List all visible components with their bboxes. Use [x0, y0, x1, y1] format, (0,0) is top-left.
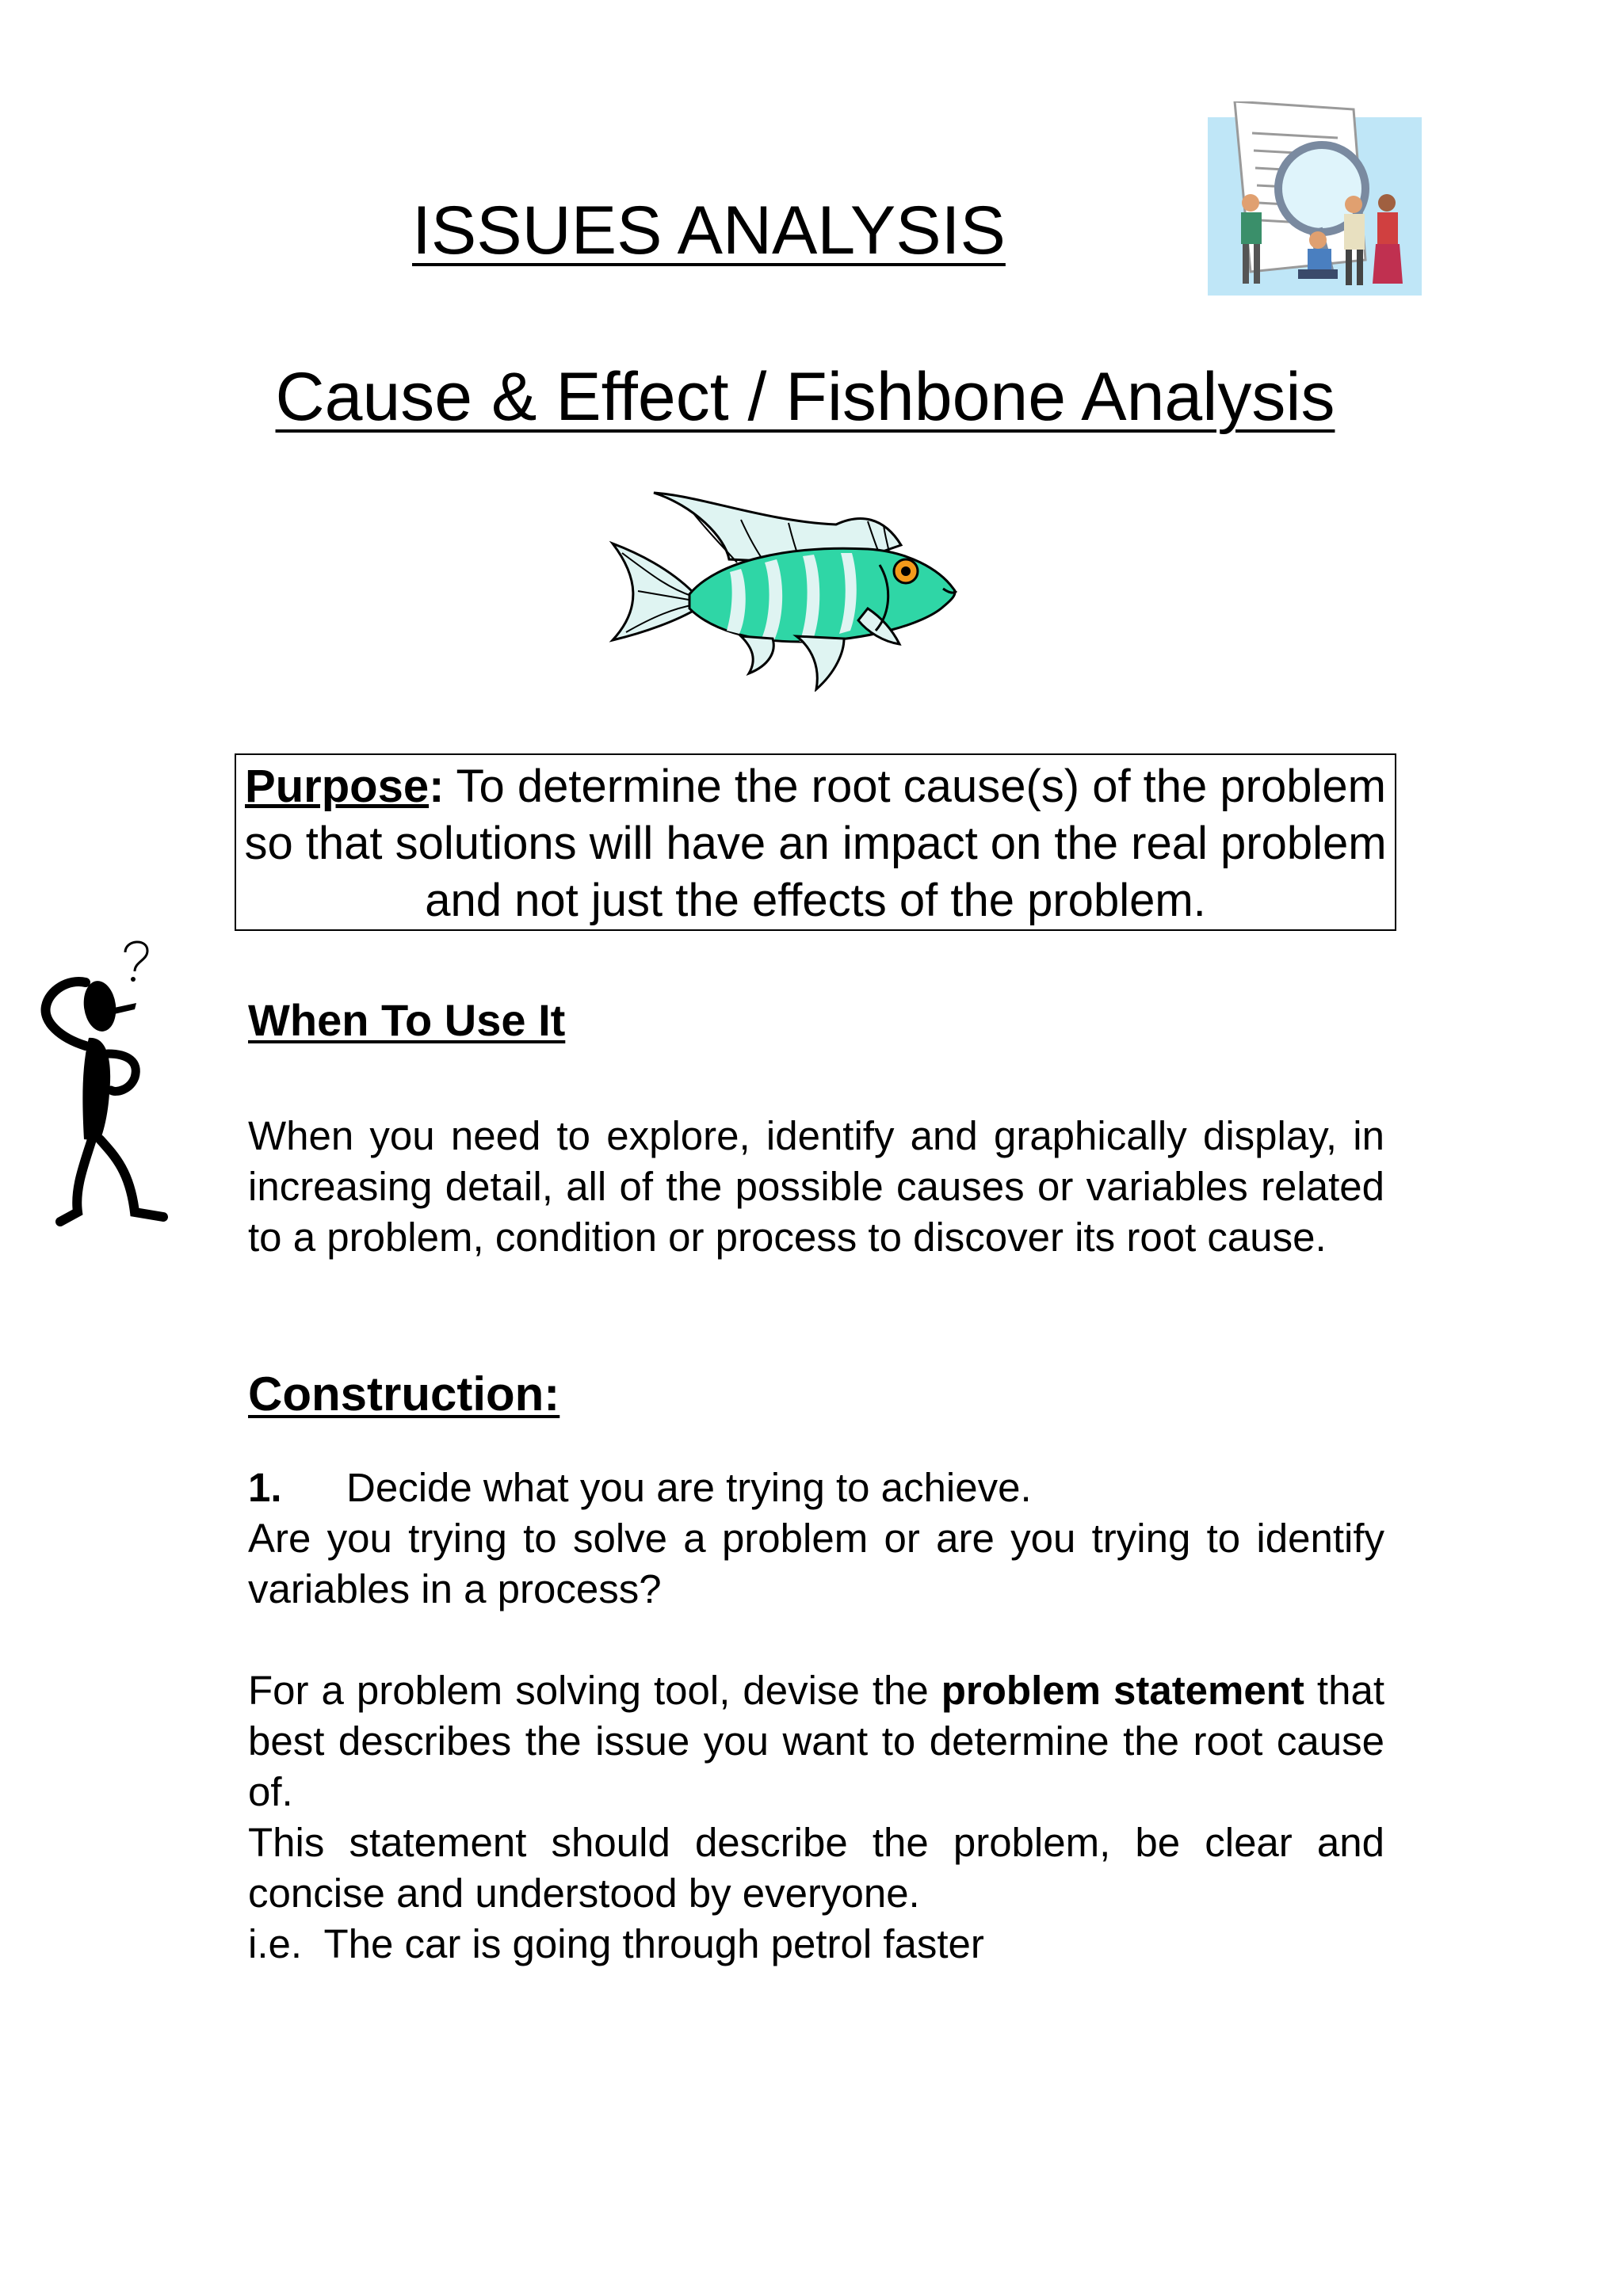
thinking-figure-icon [36, 935, 187, 1236]
step-1-detail: Are you trying to solve a problem or are you trying to identify variables in a process? [248, 1516, 1384, 1611]
purpose-box [235, 753, 1396, 931]
step-1-text: Decide what you are trying to achieve. [346, 1465, 1032, 1510]
step-1 [248, 1463, 1384, 1513]
statement-guidance: This statement should describe the problem, be clear and concise and understood by everyone. [248, 1820, 1384, 1916]
purpose-text: To determine the root cause(s) of the problem so that solutions will have an impact on the real problem and not just the effects of the problem. [244, 761, 1387, 926]
problem-statement-paragraph [248, 1665, 1384, 1817]
when-to-use-body: When you need to explore, identify and graphically display, in increasing detail, all of the possible causes or variables related to a problem, condition or process to discover its root cause. [248, 1113, 1384, 1260]
page-subtitle: Cause & Effect / Fishbone Analysis [275, 359, 1335, 435]
page-title: ISSUES ANALYSIS [412, 193, 1006, 269]
purpose-label: Purpose [245, 761, 430, 812]
problem-statement-term: problem statement [941, 1668, 1304, 1713]
when-to-use-heading: When To Use It [248, 995, 566, 1045]
construction-heading: Construction: [248, 1367, 560, 1421]
step-1-number: 1. [248, 1465, 282, 1510]
para1-post: that best describes the issue you want to determine the root cause of. [248, 1668, 1384, 1814]
example-statement: i.e. The car is going through petrol faster [248, 1921, 984, 1966]
magnifier-team-clipart-icon [1203, 101, 1426, 299]
fish-icon [606, 490, 971, 692]
para1-pre: For a problem solving tool, devise the [248, 1668, 941, 1713]
purpose-colon: : [429, 761, 445, 812]
